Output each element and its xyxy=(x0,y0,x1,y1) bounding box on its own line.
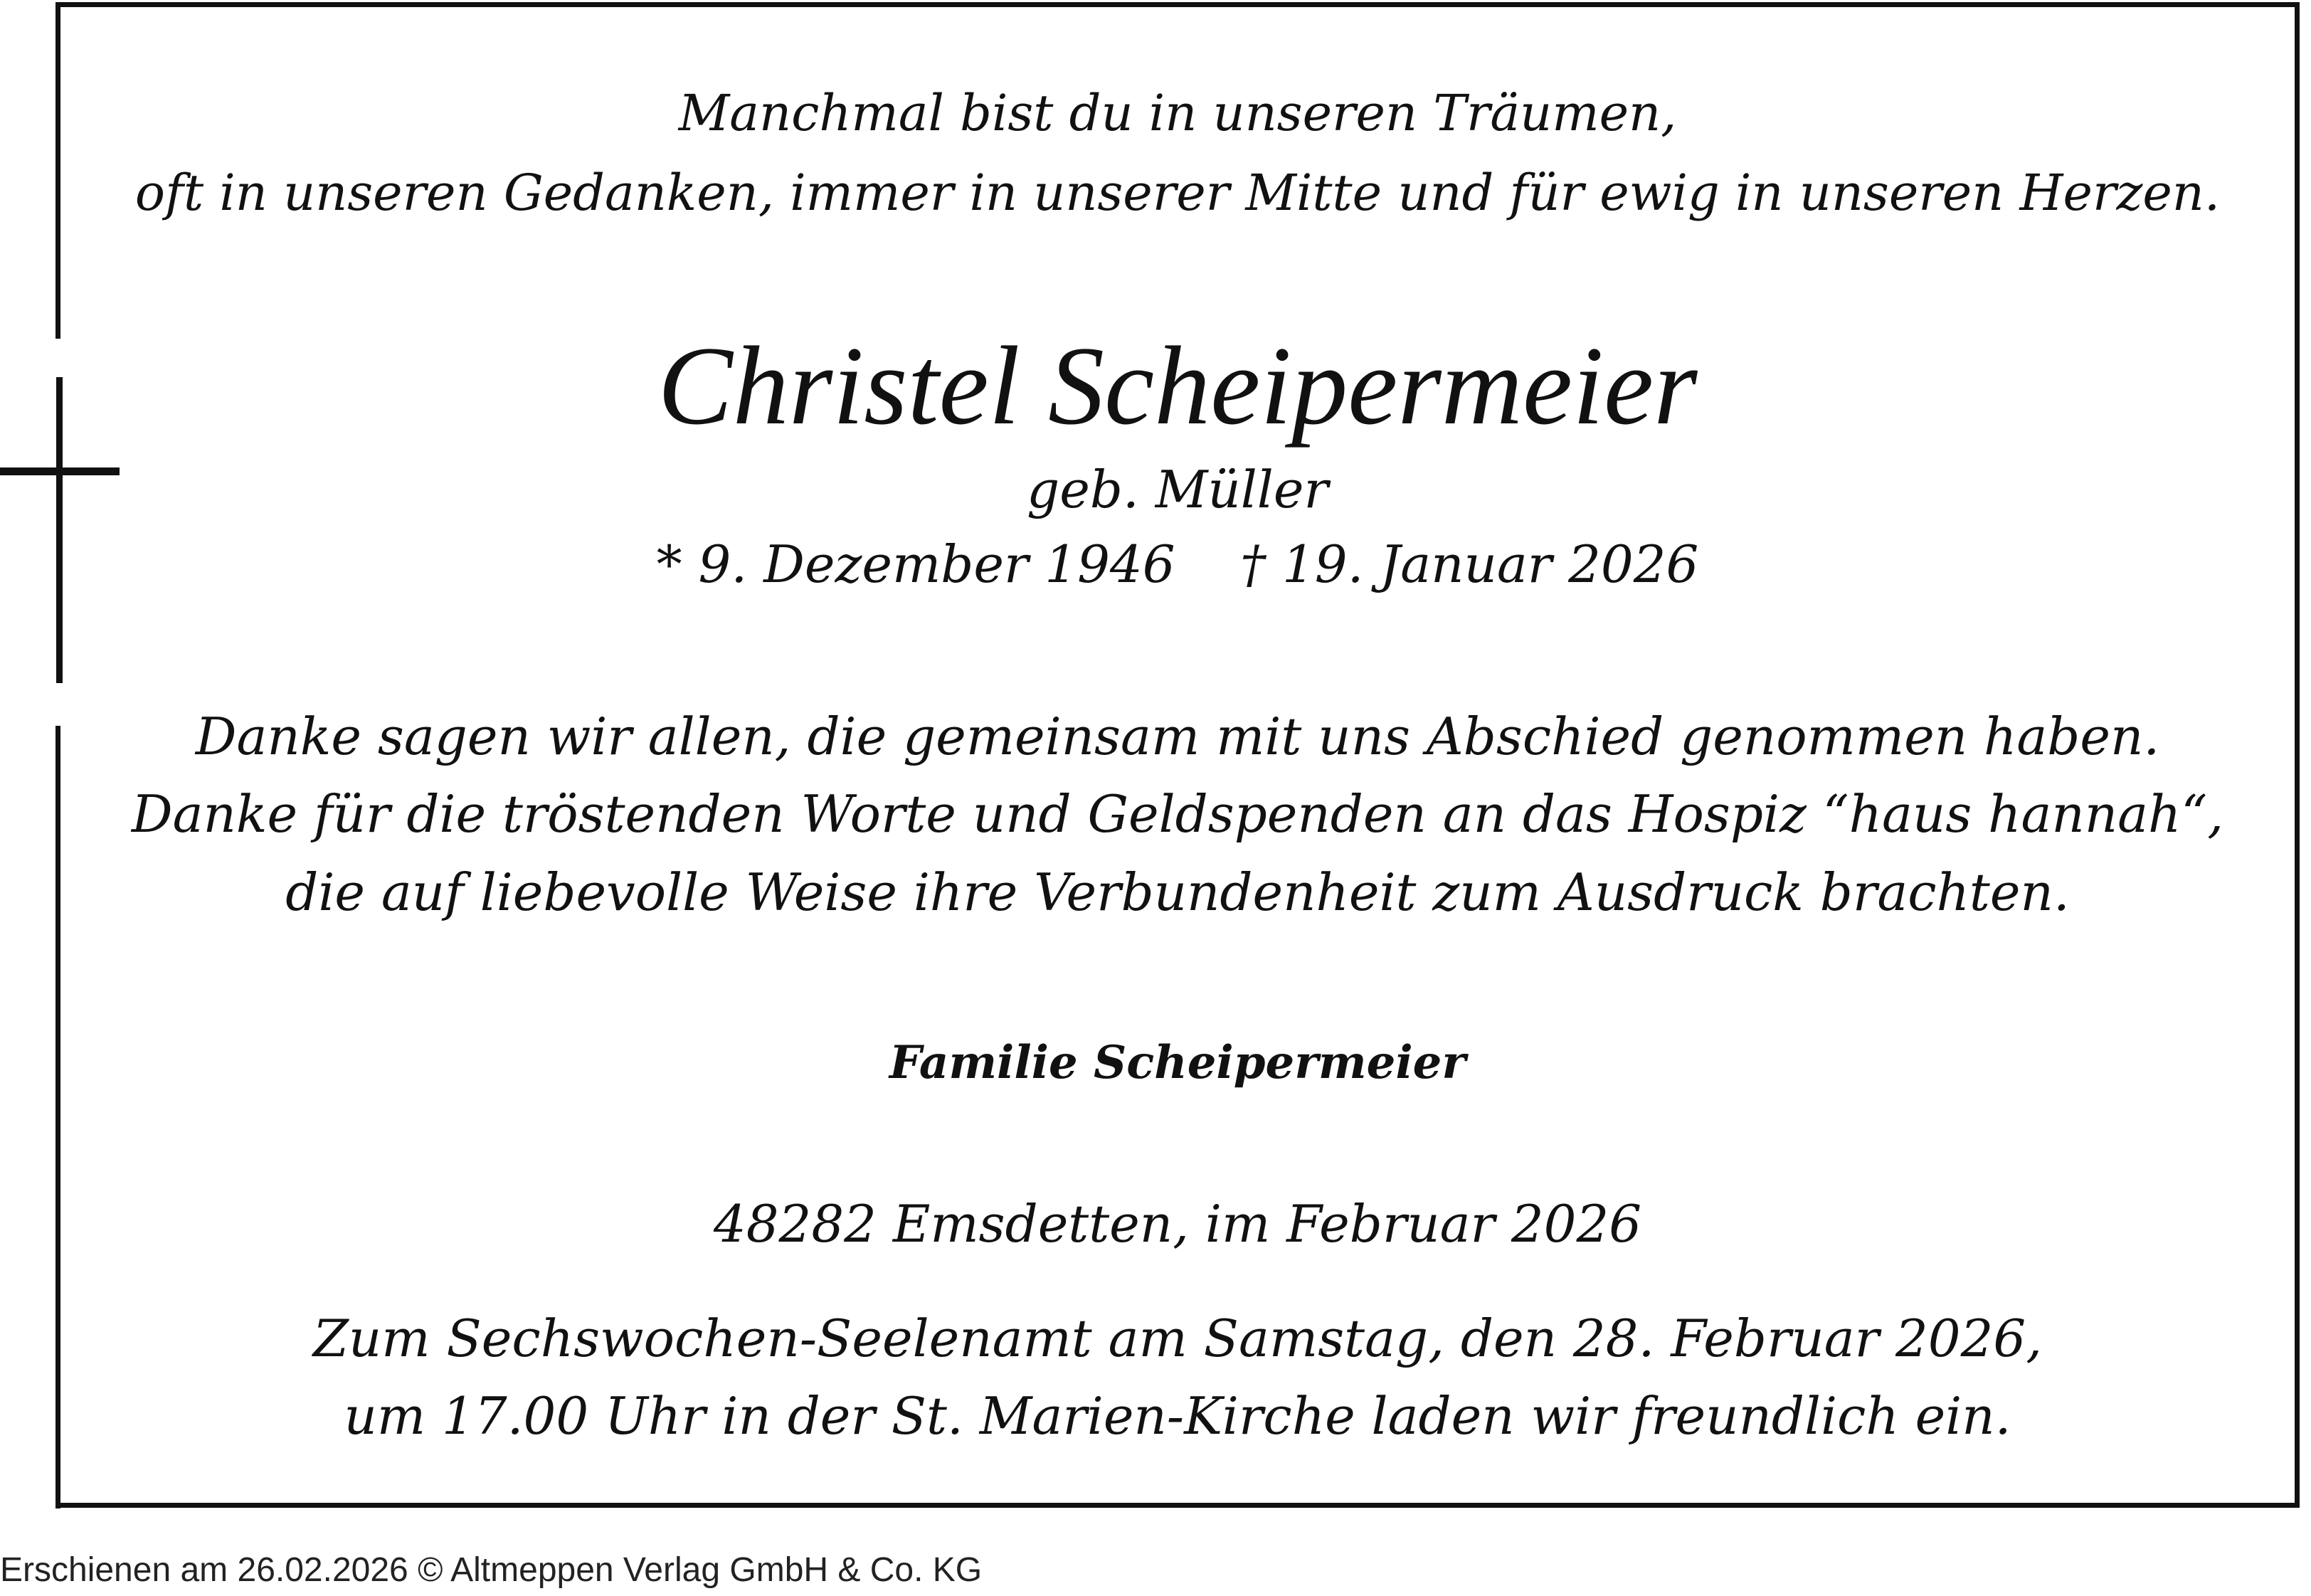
thanks-line-2: Danke für die tröstenden Worte und Geldspenden an das Hospiz “haus hannah“, xyxy=(131,784,2224,844)
service-line-2: um 17.00 Uhr in der St. Marien-Kirche laden wir freundlich ein. xyxy=(344,1386,2011,1446)
place-and-date: 48282 Emsdetten, im Februar 2026 xyxy=(713,1194,1642,1254)
maiden-name: geb. Müller xyxy=(1027,460,1328,519)
motto-line-1: Manchmal bist du in unseren Träumen, xyxy=(678,84,1677,142)
family-signature: Familie Scheipermeier xyxy=(889,1036,1466,1089)
thanks-line-3: die auf liebevolle Weise ihre Verbundenheit zum Ausdruck brachten. xyxy=(285,862,2070,922)
service-line-1: Zum Sechswochen-Seelenamt am Samstag, den 28. Februar 2026, xyxy=(312,1309,2043,1368)
publication-footer: Erschienen am 26.02.2026 © Altmeppen Verlag GmbH & Co. KG xyxy=(0,1551,983,1589)
motto-line-2: oft in unseren Gedanken, immer in unserer Mitte und für ewig in unseren Herzen. xyxy=(134,164,2221,222)
life-dates: * 9. Dezember 1946 † 19. Januar 2026 xyxy=(656,534,1699,594)
thanks-line-1: Danke sagen wir allen, die gemeinsam mit uns Abschied genommen haben. xyxy=(195,707,2160,766)
deceased-name: Christel Scheipermeier xyxy=(657,324,1698,448)
